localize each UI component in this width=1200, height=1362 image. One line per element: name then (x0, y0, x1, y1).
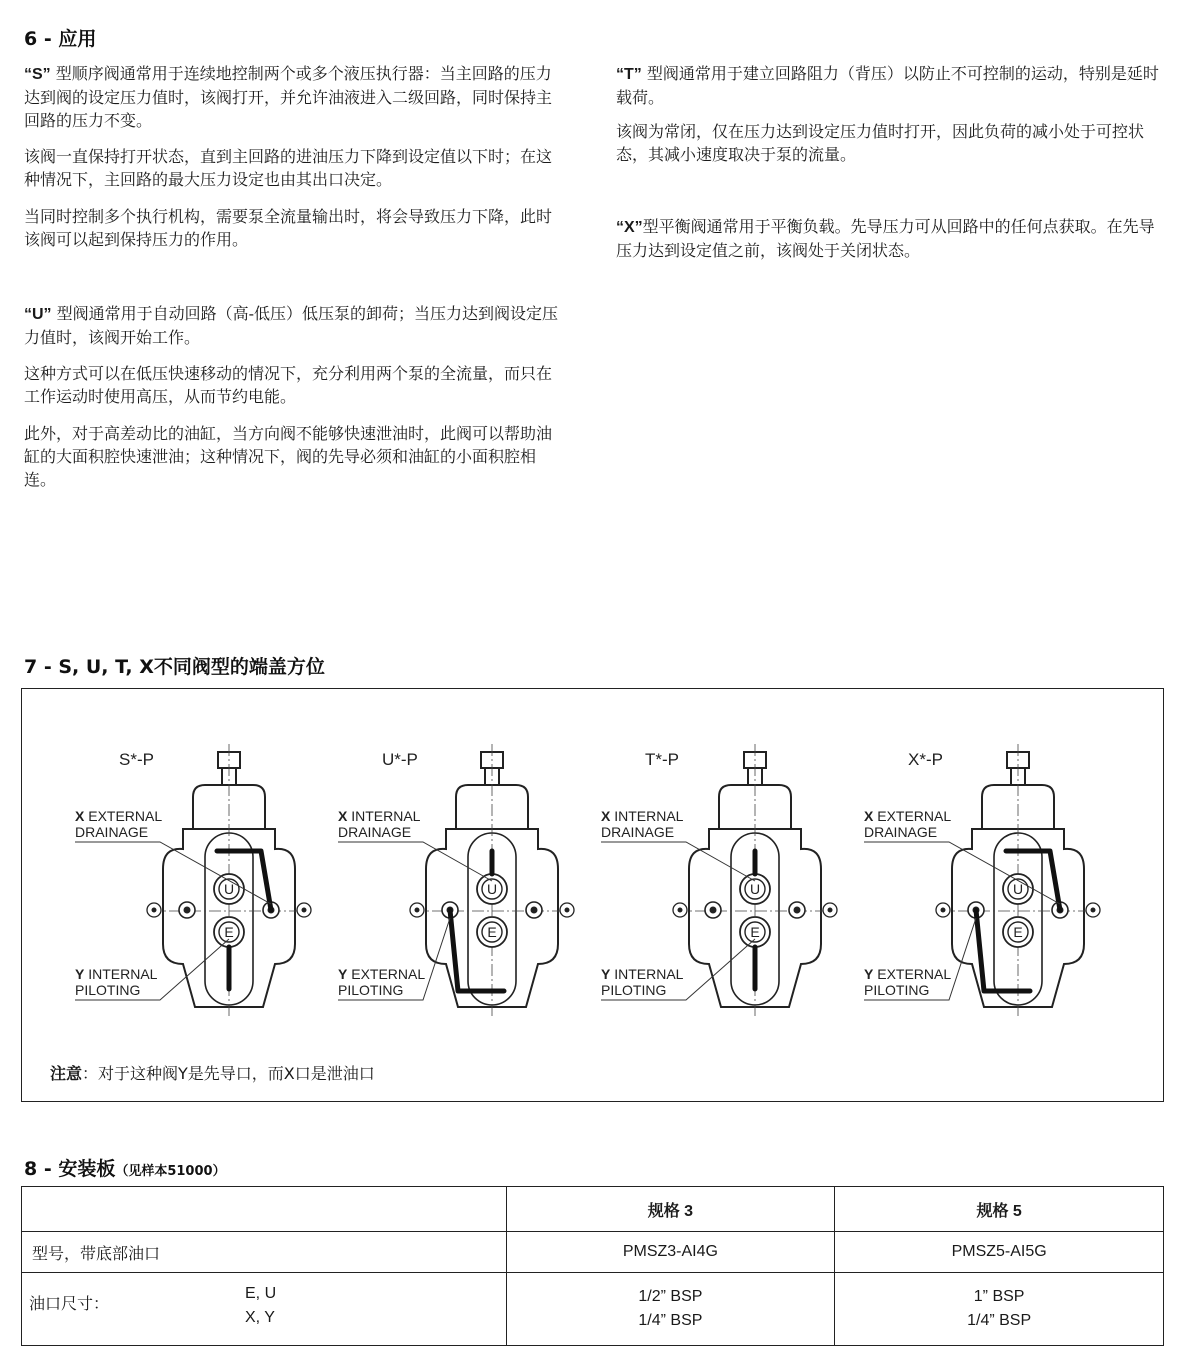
side-port-right-dot (794, 907, 801, 914)
size3-xy: 1/4” BSP (638, 1312, 703, 1329)
port-e-label: E (750, 924, 760, 940)
t-type-text: 型阀通常用于建立回路阻力（背压）以防止不可控制的运动，特别是延时载荷。 (616, 64, 1159, 107)
valve-diagram-3 (601, 744, 837, 1019)
mounting-hole-center (941, 908, 946, 913)
mounting-hole-center (152, 908, 157, 913)
port-u-label: U (1012, 881, 1024, 897)
x-drain-label-line2: DRAINAGE (75, 824, 149, 840)
x-drain-label: X INTERNAL (601, 808, 684, 824)
valve-diagram-4 (864, 744, 1100, 1019)
t-type-paragraph (616, 62, 1161, 109)
section8-title: 8 - 安装板 (24, 1158, 116, 1180)
note-label: 注意 (50, 1064, 83, 1083)
diagram-title: T*-P (645, 750, 679, 769)
ports-size3 (506, 1273, 835, 1346)
t-type-tag: “T” (616, 66, 642, 83)
port-key-xy: X, Y (245, 1309, 275, 1326)
y-pilot-label: Y EXTERNAL (338, 966, 426, 982)
side-port-left-dot (184, 907, 191, 914)
side-port-left-dot (710, 907, 717, 914)
section7-heading: 7 - S, U, T, X不同阀型的端盖方位 (24, 656, 325, 678)
y-pilot-label: Y EXTERNAL (864, 966, 952, 982)
s-type-paragraph-3: 当同时控制多个执行机构，需要泵全流量输出时，将会导致压力下降，此时该阀可以起到保持压力的作用。 (24, 207, 553, 249)
u-type-paragraph (24, 302, 564, 349)
section8-catalog-ref: （见样本51000） (115, 1164, 226, 1179)
port-e-label: E (224, 924, 234, 940)
port-u-label: U (749, 881, 761, 897)
x-type-text: 型平衡阀通常用于平衡负载。先导压力可从回路中的任何点获取。在先导压力达到设定值之前，该阀处于关闭状态。 (616, 217, 1155, 260)
u-type-text: 型阀通常用于自动回路（高-低压）低压泵的卸荷；当压力达到阀设定压力值时，该阀开始工作。 (24, 304, 559, 347)
model-size3: PMSZ3-AI4G (506, 1232, 835, 1273)
y-pilot-label: Y INTERNAL (75, 966, 158, 982)
mounting-hole-center (1091, 908, 1096, 913)
valve-diagram-1 (75, 744, 311, 1019)
header-size5: 规格 5 (835, 1187, 1164, 1232)
u-type-paragraph-2: 这种方式可以在低压快速移动的情况下，充分利用两个泵的全流量，而只在工作运动时使用高压，从而节约电能。 (24, 364, 553, 406)
mounting-hole-center (678, 908, 683, 913)
size5-xy: 1/4” BSP (967, 1312, 1032, 1329)
note-text: ：对于这种阀Y是先导口，而X口是泄油口 (82, 1064, 375, 1083)
port-u-label: U (223, 881, 235, 897)
x-drain-label-line2: DRAINAGE (601, 824, 675, 840)
x-drain-label: X INTERNAL (338, 808, 421, 824)
size3-eu: 1/2” BSP (638, 1288, 703, 1305)
mounting-hole-center (302, 908, 307, 913)
table-row (22, 1273, 1164, 1346)
y-pilot-label-line2: PILOTING (75, 982, 141, 998)
x-drain-label-line2: DRAINAGE (864, 824, 938, 840)
table-row (22, 1232, 1164, 1273)
mounting-hole-center (415, 908, 420, 913)
x-type-paragraph (616, 215, 1161, 262)
mounting-hole-center (828, 908, 833, 913)
x-drain-label-line2: DRAINAGE (338, 824, 412, 840)
s-type-tag: “S” (24, 66, 51, 83)
row-model-label: 型号，带底部油口 (22, 1232, 507, 1273)
side-port-right-dot (531, 907, 538, 914)
section8-heading (24, 1154, 226, 1181)
u-type-paragraph-3: 此外，对于高差动比的油缸，当方向阀不能够快速泄油时，此阀可以帮助油缸的大面积腔快速泄油；这种情况下，阀的先导必须和油缸的小面积腔相连。 (24, 424, 553, 489)
diagram-note (50, 1061, 375, 1084)
section6-heading: 6 - 应用 (24, 28, 97, 50)
mounting-plate-table (21, 1186, 1164, 1346)
x-drain-label: X EXTERNAL (75, 808, 163, 824)
port-u-label: U (486, 881, 498, 897)
diagram-title: X*-P (908, 750, 943, 769)
header-size3: 规格 3 (506, 1187, 835, 1232)
port-key-eu: E, U (245, 1285, 277, 1302)
port-e-label: E (1013, 924, 1023, 940)
y-pilot-label-line2: PILOTING (338, 982, 404, 998)
s-type-paragraph (24, 62, 564, 132)
x-drain-label: X EXTERNAL (864, 808, 952, 824)
port-e-label: E (487, 924, 497, 940)
size5-eu: 1” BSP (973, 1288, 1025, 1305)
s-type-paragraph-2: 该阀一直保持打开状态，直到主回路的进油压力下降到设定值以下时；在这种情况下，主回路的最大压力设定也由其出口决定。 (24, 147, 553, 189)
row-port-label-cell (22, 1273, 507, 1346)
x-type-tag: “X” (616, 219, 643, 236)
ports-size5 (835, 1273, 1164, 1346)
diagram-title: S*-P (119, 750, 154, 769)
y-pilot-label-line2: PILOTING (864, 982, 930, 998)
u-type-tag: “U” (24, 306, 52, 323)
t-type-paragraph-2: 该阀为常闭，仅在压力达到设定压力值时打开，因此负荷的减小处于可控状态，其减小速度取决于泵的流量。 (616, 122, 1145, 164)
diagram-title: U*-P (382, 750, 418, 769)
y-pilot-label-line2: PILOTING (601, 982, 667, 998)
mounting-hole-center (565, 908, 570, 913)
row-port-label: 油口尺寸： (29, 1294, 110, 1313)
valve-diagram-2 (338, 744, 574, 1019)
s-type-text: 型顺序阀通常用于连续地控制两个或多个液压执行器：当主回路的压力达到阀的设定压力值时，该阀打开，并允许油液进入二级回路，同时保持主回路的压力不变。 (24, 64, 553, 130)
valve-orientation-frame (21, 688, 1164, 1102)
valve-diagrams (22, 689, 1162, 1101)
model-size5: PMSZ5-AI5G (835, 1232, 1164, 1273)
header-blank (22, 1187, 507, 1232)
y-pilot-label: Y INTERNAL (601, 966, 684, 982)
